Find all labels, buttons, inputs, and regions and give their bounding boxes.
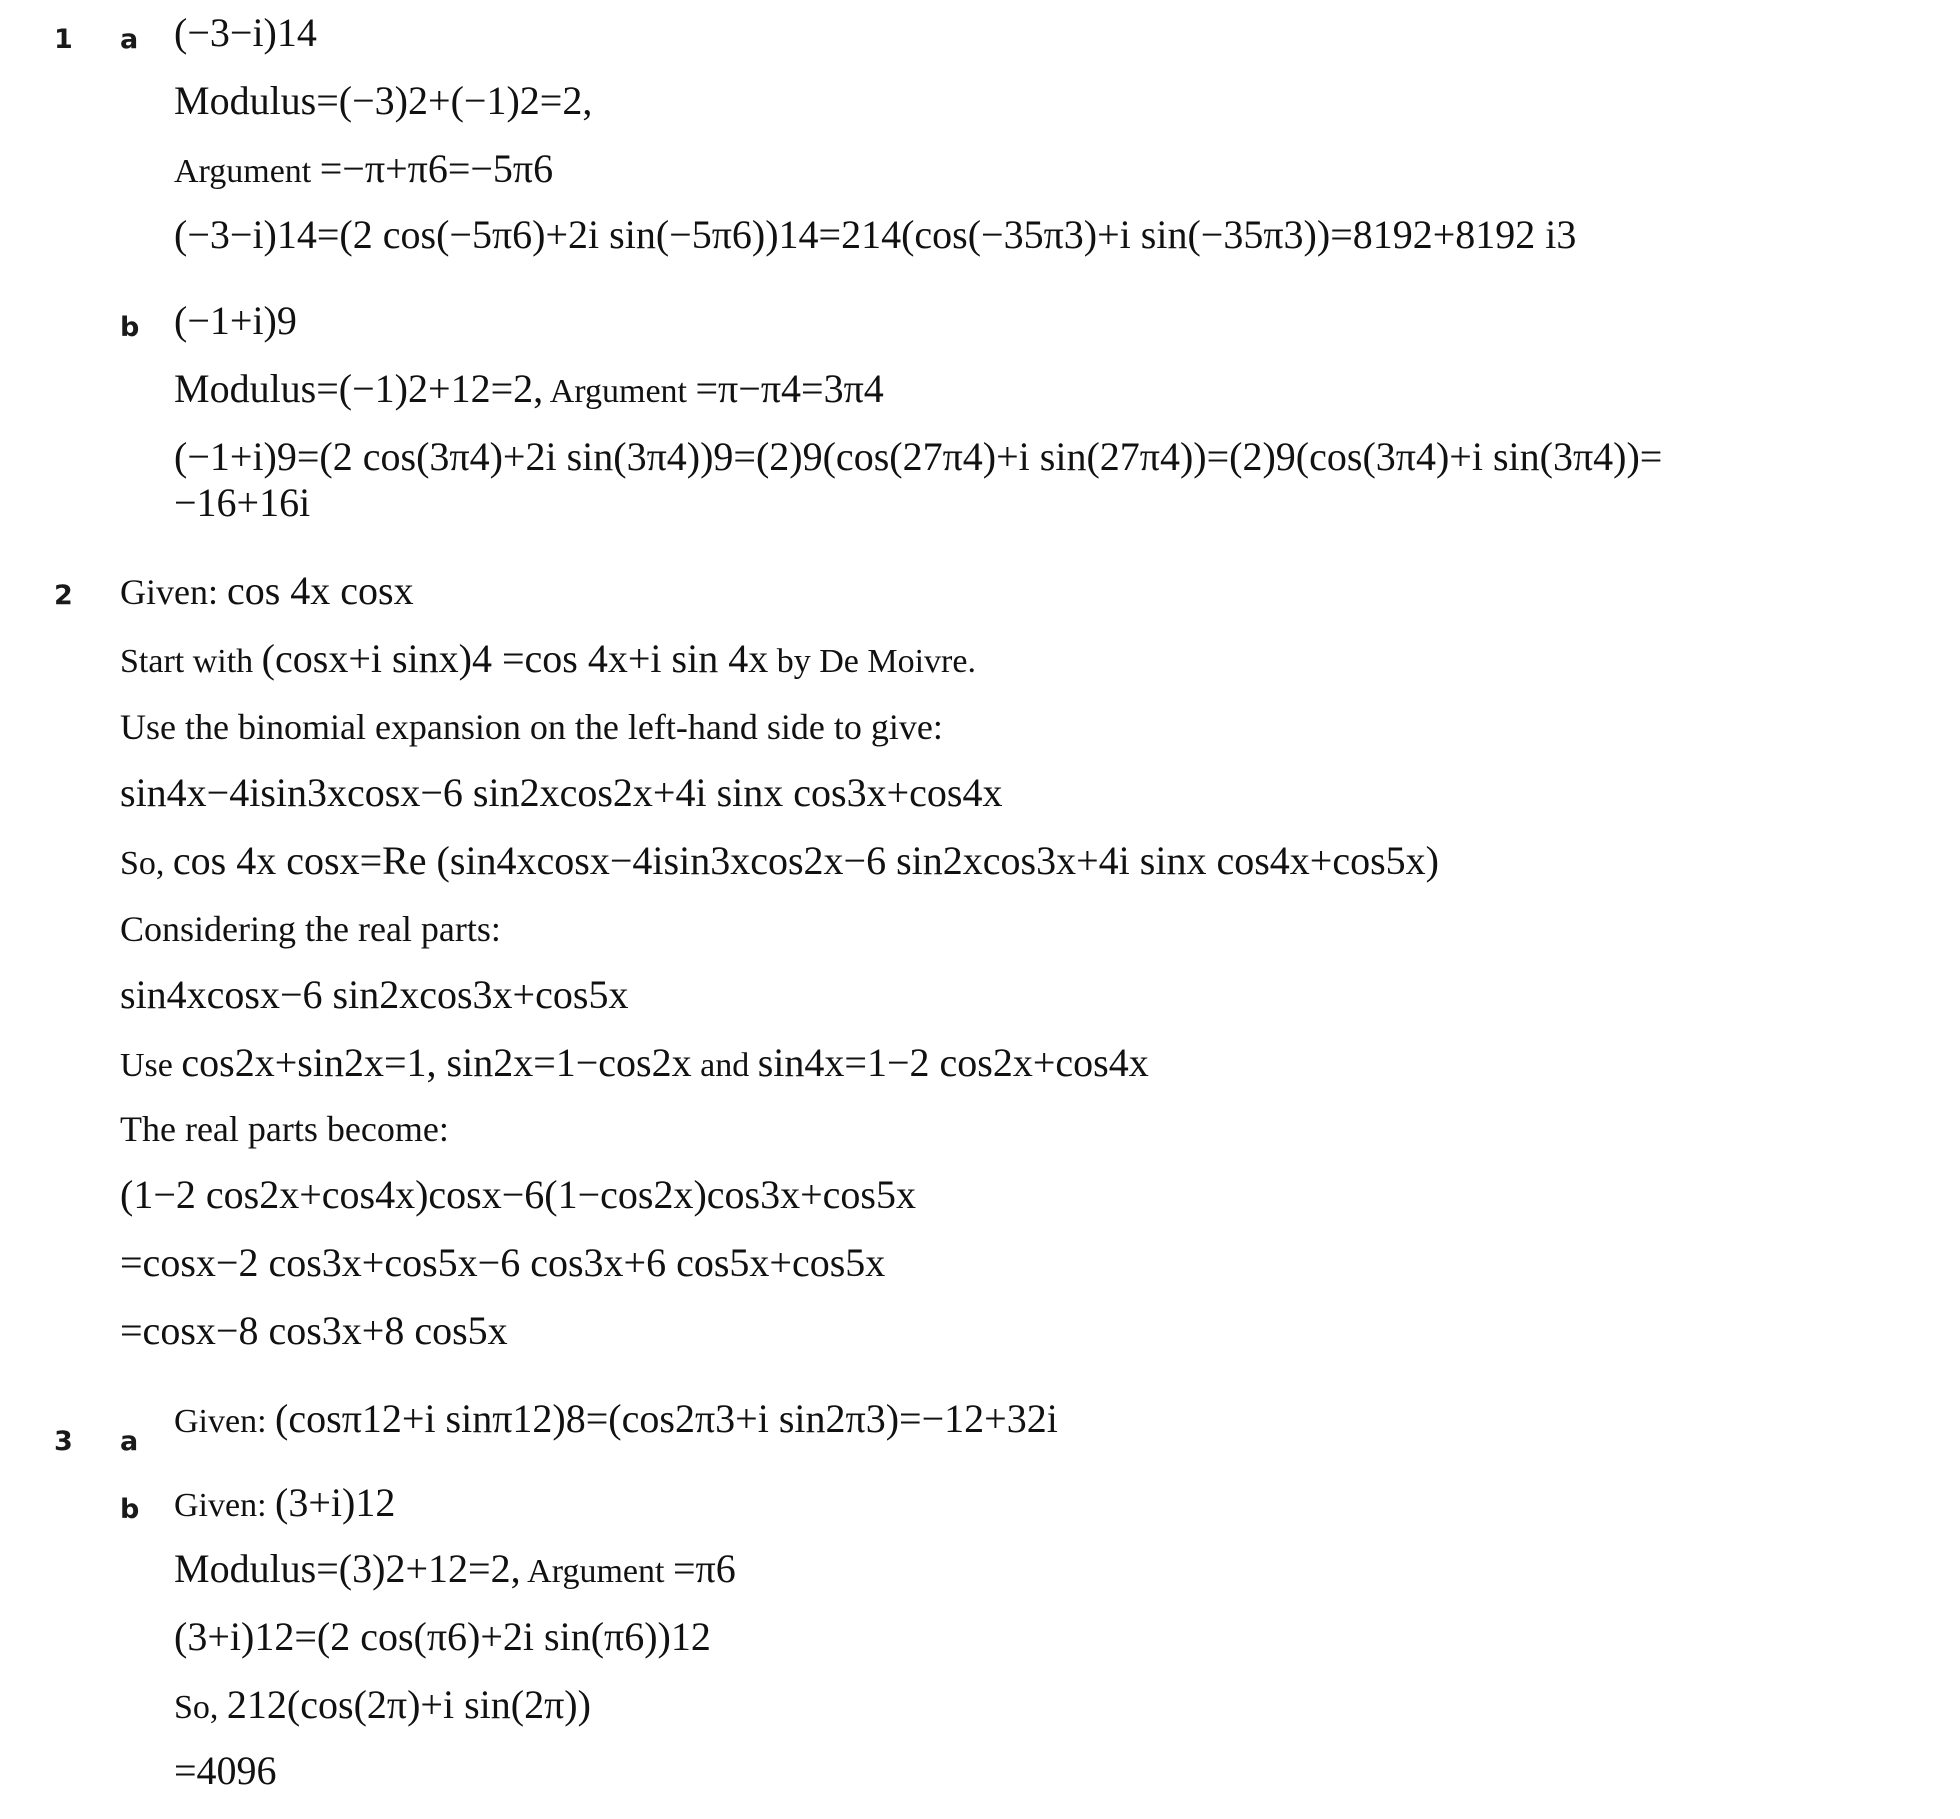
- argument-label: Argument: [174, 153, 320, 190]
- q2-step-3: =cosx−8 cos3x+8 cos5x: [120, 1308, 508, 1353]
- q2-given: [120, 568, 414, 615]
- q1a-expression: (−3−i)14: [174, 10, 317, 55]
- modulus: Modulus=(3)2+12=2,: [174, 1546, 521, 1591]
- q2-real-parts-expr: sin4xcosx−6 sin2xcos3x+cos5x: [120, 972, 629, 1017]
- identity-2: sin4x=1−2 cos2x+cos4x: [757, 1040, 1149, 1085]
- q2-so-line: [120, 838, 1439, 887]
- given-expression: cos 4x cosx: [226, 568, 414, 613]
- so-expression: cos 4x cosx=Re (sin4xcosx−4isin3xcos2x−6 sin2xcos3x+4i sinx cos4x+cos5x): [172, 838, 1439, 883]
- part-label-3b: b: [120, 1494, 140, 1525]
- so-expression: 212(cos(2π)+i sin(2π)): [226, 1682, 591, 1727]
- part-label-1b: b: [120, 312, 140, 343]
- argument-value: =π−π4=3π4: [695, 366, 884, 411]
- q1a-argument: [174, 146, 553, 195]
- given-label: Given:: [174, 1403, 276, 1440]
- q2-start: [120, 636, 976, 685]
- q3b-result: =4096: [174, 1748, 277, 1793]
- q1b-result-line-1: (−1+i)9=(2 cos(3π4)+2i sin(3π4))9=(2)9(cos(27π4)+i sin(27π4))=(2)9(cos(3π4)+i sin(3π4))=: [174, 434, 1663, 479]
- part-label-3a: a: [120, 1426, 139, 1457]
- and-label: and: [691, 1047, 758, 1084]
- q3b-so-line: [174, 1682, 591, 1731]
- q1b-modulus-argument: [174, 366, 884, 415]
- given-label: Given:: [174, 1487, 276, 1524]
- use-label: Use: [120, 1047, 182, 1084]
- q1a-result: (−3−i)14=(2 cos(−5π6)+2i sin(−5π6))14=214(cos(−35π3)+i sin(−35π3))=8192+8192 i3: [174, 212, 1577, 257]
- q2-use-identities: [120, 1040, 1149, 1089]
- q3b-given: [174, 1480, 395, 1529]
- so-label: So,: [174, 1689, 227, 1726]
- start-expression: (cosx+i sinx)4 =cos 4x+i sin 4x: [261, 636, 769, 681]
- start-label: Start with: [120, 643, 262, 680]
- question-number-1: 1: [54, 24, 73, 55]
- question-number-3: 3: [54, 1426, 73, 1457]
- given-label: Given:: [120, 572, 227, 612]
- q1b-result-line-2: −16+16i: [174, 480, 311, 525]
- given-expression: (3+i)12: [275, 1480, 396, 1525]
- part-label-1a: a: [120, 24, 139, 55]
- q3b-modulus-argument: [174, 1546, 736, 1595]
- modulus: Modulus=(−1)2+12=2,: [174, 366, 544, 411]
- identity-1: cos2x+sin2x=1, sin2x=1−cos2x: [181, 1040, 692, 1085]
- q2-step-2: =cosx−2 cos3x+cos5x−6 cos3x+6 cos5x+cos5x: [120, 1240, 886, 1285]
- argument-value: =π6: [672, 1546, 736, 1591]
- given-expression: (cosπ12+i sinπ12)8=(cos2π3+i sin2π3)=−12+32i: [275, 1396, 1058, 1441]
- argument-label: Argument: [543, 373, 696, 410]
- so-label: So,: [120, 845, 173, 882]
- q2-step-1: (1−2 cos2x+cos4x)cosx−6(1−cos2x)cos3x+cos5x: [120, 1172, 916, 1217]
- argument-value: =−π+π6=−5π6: [319, 146, 554, 191]
- start-suffix: by De Moivre.: [768, 643, 976, 680]
- q1a-modulus: Modulus=(−3)2+(−1)2=2,: [174, 78, 593, 123]
- question-number-2: 2: [54, 580, 73, 611]
- q1b-expression: (−1+i)9: [174, 298, 297, 343]
- argument-label: Argument: [520, 1553, 673, 1590]
- q3a-given: [174, 1396, 1058, 1445]
- q3b-step-1: (3+i)12=(2 cos(π6)+2i sin(π6))12: [174, 1614, 711, 1659]
- q2-binomial-text: Use the binomial expansion on the left-hand side to give:: [120, 707, 943, 747]
- q2-expansion: sin4x−4isin3xcosx−6 sin2xcos2x+4i sinx cos3x+cos4x: [120, 770, 1003, 815]
- q2-real-parts-text: Considering the real parts:: [120, 909, 501, 949]
- q2-become-text: The real parts become:: [120, 1109, 449, 1149]
